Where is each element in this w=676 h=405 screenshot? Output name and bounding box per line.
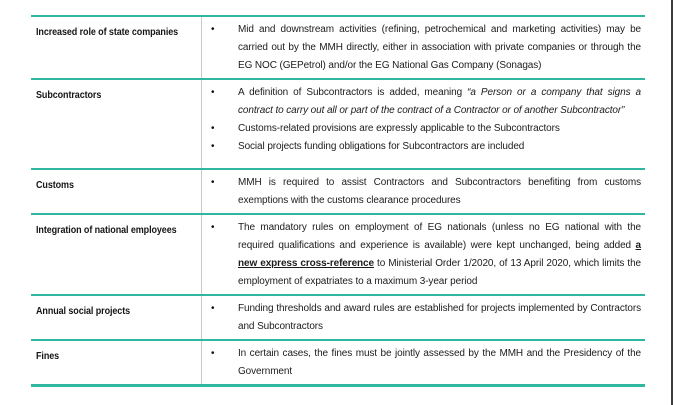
bullet-item: [202, 345, 645, 381]
table-row: [31, 17, 645, 78]
row-content-cell: [202, 17, 645, 78]
table-row: [31, 294, 645, 339]
row-header: Integration of national employees: [36, 225, 177, 236]
text-segment: Mid and downstream activities (refining, petrochemical and marketing activities) may be carried out by the MMH directly, either in association with private companies or through the EG NOC (GEPetrol) and/or the EG National Gas Company (Sonagas): [238, 24, 641, 71]
bullet-icon: •: [211, 141, 215, 152]
row-header: Fines: [36, 351, 60, 362]
row-header: Increased role of state companies: [36, 27, 179, 38]
bullet-text: [238, 174, 645, 210]
bullet-item: [202, 84, 645, 120]
page-right-edge-line: [671, 0, 673, 405]
row-header-cell: [31, 296, 202, 339]
text-segment: MMH is required to assist Contractors and Subcontractors benefiting from customs exemptions with the customs clearance procedures: [238, 177, 641, 206]
bullet-item: [202, 174, 645, 210]
text-segment: to Ministerial Order 1/2020, of 13 April 2020, which limits the employment of expatriates to a maximum 3-year period: [238, 258, 641, 287]
row-header: Annual social projects: [36, 306, 131, 317]
bullet-item: [202, 120, 645, 138]
row-header: Subcontractors: [36, 90, 102, 101]
bullet-item: [202, 138, 645, 156]
bullet-icon: •: [211, 348, 215, 359]
bullet-icon: •: [211, 303, 215, 314]
bullet-text: [238, 219, 645, 291]
text-segment: Social projects funding obligations for Subcontractors are included: [238, 141, 525, 152]
row-content-cell: [202, 341, 645, 384]
text-segment: “a Person or a company that signs a contract to carry out all or part of the contract of a Contractor or of another Subcontractor”: [238, 87, 641, 116]
table-row: [31, 78, 645, 168]
bullet-icon: •: [211, 87, 215, 98]
text-segment: Customs-related provisions are expressly applicable to the Subcontractors: [238, 123, 560, 134]
text-segment: A definition of Subcontractors is added, meaning: [238, 87, 468, 98]
bullet-item: [202, 300, 645, 336]
bullet-icon: •: [211, 177, 215, 188]
row-header-cell: [31, 215, 202, 294]
row-header-cell: [31, 341, 202, 384]
table-row: [31, 339, 645, 384]
table-row: [31, 213, 645, 294]
text-segment: In certain cases, the fines must be jointly assessed by the MMH and the Presidency of the Government: [238, 348, 641, 377]
summary-table: [31, 15, 645, 387]
bullet-icon: •: [211, 24, 215, 35]
bullet-icon: •: [211, 222, 215, 233]
bullet-text: [238, 345, 645, 381]
bullet-text: [238, 138, 645, 156]
row-header: Customs: [36, 180, 74, 191]
row-content-cell: [202, 215, 645, 294]
text-segment: The mandatory rules on employment of EG nationals (unless no EG national with the required qualifications and experience is available) were kept unchanged, being added: [238, 222, 641, 251]
bullet-item: [202, 21, 645, 75]
row-header-cell: [31, 17, 202, 78]
bullet-text: [238, 120, 645, 138]
bullet-item: [202, 219, 645, 291]
bullet-icon: •: [211, 123, 215, 134]
row-content-cell: [202, 80, 645, 168]
bullet-text: [238, 300, 645, 336]
row-header-cell: [31, 80, 202, 168]
row-content-cell: [202, 170, 645, 213]
text-segment: Funding thresholds and award rules are established for projects implemented by Contractors and Subcontractors: [238, 303, 641, 332]
table-row: [31, 168, 645, 213]
bullet-text: [238, 21, 645, 75]
text-segment: a new express cross-reference: [238, 240, 641, 269]
row-header-cell: [31, 170, 202, 213]
row-content-cell: [202, 296, 645, 339]
bullet-text: [238, 84, 645, 120]
